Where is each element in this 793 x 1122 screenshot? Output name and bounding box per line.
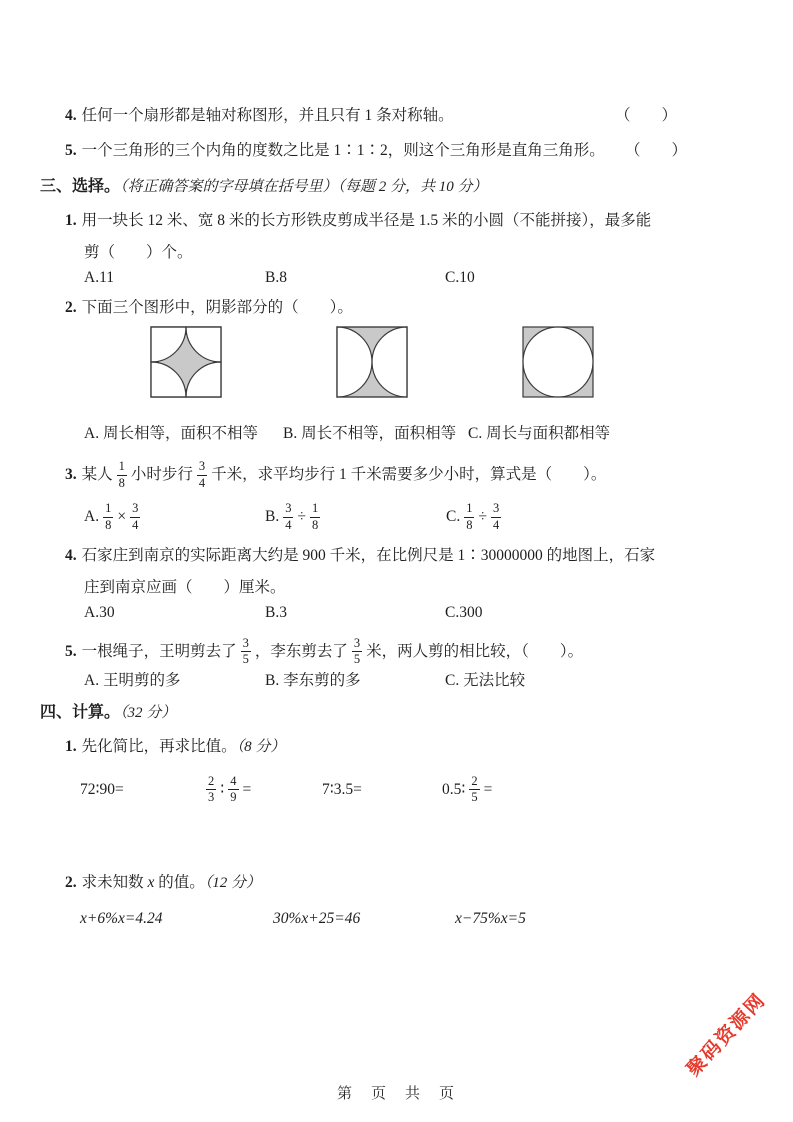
fraction: $\frac{3}{5}$	[242, 635, 249, 667]
ratio-expression-1: 72∶90=	[80, 781, 124, 799]
option-c: C. $\frac{1}{8}$ ÷ $\frac{3}{4}$	[446, 501, 500, 532]
choice-q5-stem	[65, 636, 753, 668]
operator: ÷	[478, 508, 487, 526]
judge-item-5	[65, 140, 753, 162]
stem-segment: 千米，求平均步行 1 千米需要多少小时，算式是（ ）。	[211, 466, 607, 484]
choice-q2-stem	[65, 297, 753, 319]
section-calc-heading	[40, 702, 753, 724]
fraction: $\frac{1}{8}$	[118, 459, 125, 490]
fraction: $\frac{1}{8}$	[311, 501, 319, 532]
fraction: $\frac{2}{3}$	[208, 773, 215, 805]
section-instructions: （将正确答案的字母填在括号里）（每题 2 分，共 10 分）	[120, 179, 488, 195]
calc-part2-title	[65, 872, 753, 894]
figure-star-in-square	[150, 325, 222, 399]
choice-q1-stem-line1	[65, 210, 753, 232]
option-b: B. $\frac{3}{4}$ ÷ $\frac{1}{8}$	[265, 501, 319, 532]
option-a: A. 王明剪的多	[84, 671, 181, 689]
option-c: C. 周长与面积都相等	[468, 425, 611, 442]
question-number: 4.	[65, 546, 77, 564]
choice-q3-stem	[65, 459, 753, 491]
site-watermark: 聚码资源网	[683, 989, 771, 1081]
ratio-expression-3: 7∶3.5=	[322, 781, 362, 799]
fraction: $\frac{1}{8}$	[105, 501, 112, 532]
equation-1: x+6%x=4.24	[80, 909, 163, 927]
fraction: $\frac{3}{4}$	[285, 501, 292, 532]
question-number: 5.	[65, 142, 77, 159]
page-footer: 第 页 共 页	[336, 1086, 456, 1102]
answer-parentheses: （ ）	[615, 107, 678, 124]
option-b: B. 周长不相等，面积相等	[283, 425, 457, 442]
part-title: 的值。	[154, 873, 205, 891]
part-points: （12 分）	[204, 874, 262, 891]
calc-part1-title	[65, 736, 753, 758]
calc-equation-row	[80, 908, 753, 930]
section-choice-heading	[40, 176, 753, 198]
part-number: 2.	[65, 873, 77, 891]
question-number: 2.	[65, 299, 77, 316]
stem-segment: ，李东剪去了	[254, 642, 348, 660]
variable-x: x	[147, 873, 155, 891]
choice-q1-stem-line2: 剪（ ）个。	[84, 244, 193, 261]
fraction: $\frac{3}{4}$	[198, 459, 206, 490]
choice-q2-figures	[150, 325, 753, 399]
option-a: A. $\frac{1}{8}$ × $\frac{3}{4}$	[84, 501, 139, 532]
part-points: （8 分）	[236, 738, 286, 755]
question-text: 下面三个图形中，阴影部分的（ ）。	[81, 299, 353, 316]
part-title: 求未知数	[81, 873, 148, 891]
fraction: $\frac{3}{4}$	[492, 501, 500, 532]
option-c: C. 无法比较	[445, 671, 526, 689]
stem-segment: 一根绳子，王明剪去了	[81, 642, 237, 660]
question-text: 一个三角形的三个内角的度数之比是 1∶1∶2，则这个三角形是直角三角形。	[81, 142, 605, 159]
choice-q1-options	[84, 267, 753, 289]
judge-item-4	[65, 105, 753, 127]
stem-segment: 小时步行	[130, 466, 193, 484]
choice-q4-stem-line2: 庄到南京应画（ ）厘米。	[84, 578, 286, 596]
stem-segment: 米，两人剪的相比较，（ ）。	[366, 642, 584, 660]
option-a: A.11	[84, 269, 114, 286]
equals-sign: =	[483, 780, 493, 798]
option-a: A. 周长相等，面积不相等	[84, 425, 258, 442]
answer-parentheses: （ ）	[625, 142, 688, 159]
operator: ×	[117, 508, 127, 526]
option-b: B.3	[265, 603, 287, 621]
section-points: （32 分）	[120, 704, 177, 721]
question-number: 1.	[65, 212, 77, 229]
ratio-expression-2	[202, 774, 322, 806]
choice-q2-options	[84, 423, 753, 445]
choice-q5-options	[84, 670, 753, 692]
option-b: B. 李东剪的多	[265, 671, 361, 689]
operator: ÷	[297, 508, 306, 526]
calc-ratio-row	[80, 770, 753, 810]
fraction: $\frac{4}{9}$	[230, 773, 237, 805]
ratio-expression-4: 0.5∶ $\frac{2}{5}$ =	[442, 773, 493, 805]
choice-q4-stem-line1	[65, 545, 753, 567]
equals-sign: =	[242, 780, 252, 798]
section-title: 三、选择。	[40, 178, 121, 195]
fraction: $\frac{3}{4}$	[132, 501, 139, 532]
option-c: C.10	[445, 269, 475, 286]
fraction: $\frac{3}{5}$	[353, 635, 361, 667]
question-number: 3.	[65, 466, 77, 484]
part-title: 先化简比，再求比值。	[81, 737, 237, 755]
question-number: 4.	[65, 107, 77, 124]
choice-q3-options	[84, 501, 753, 533]
question-text: 石家庄到南京的实际距离大约是 900 千米，在比例尺是 1∶30000000 的地图上，石家	[81, 546, 656, 564]
stem-segment: 某人	[81, 466, 113, 484]
figure-inscribed-circle-in-square	[522, 325, 594, 399]
equation-3: x−75%x=5	[455, 909, 526, 927]
question-text: 任何一个扇形都是轴对称图形，并且只有 1 条对称轴。	[81, 107, 454, 124]
option-b: B.8	[265, 269, 287, 286]
question-text: 用一块长 12 米、宽 8 米的长方形铁皮剪成半径是 1.5 米的小圆（不能拼接），最多能	[81, 212, 652, 229]
fraction: $\frac{1}{8}$	[466, 501, 473, 532]
figure-two-semicircles-in-square	[336, 325, 408, 399]
fraction: $\frac{2}{5}$	[471, 773, 478, 805]
option-c: C.300	[445, 603, 483, 621]
part-number: 1.	[65, 737, 77, 755]
choice-q4-options	[84, 602, 753, 624]
equation-2: 30%x+25=46	[273, 909, 361, 927]
option-a: A.30	[84, 603, 115, 621]
ratio-colon: ∶	[220, 781, 225, 799]
section-title: 四、计算。	[40, 703, 121, 721]
question-number: 5.	[65, 642, 77, 660]
